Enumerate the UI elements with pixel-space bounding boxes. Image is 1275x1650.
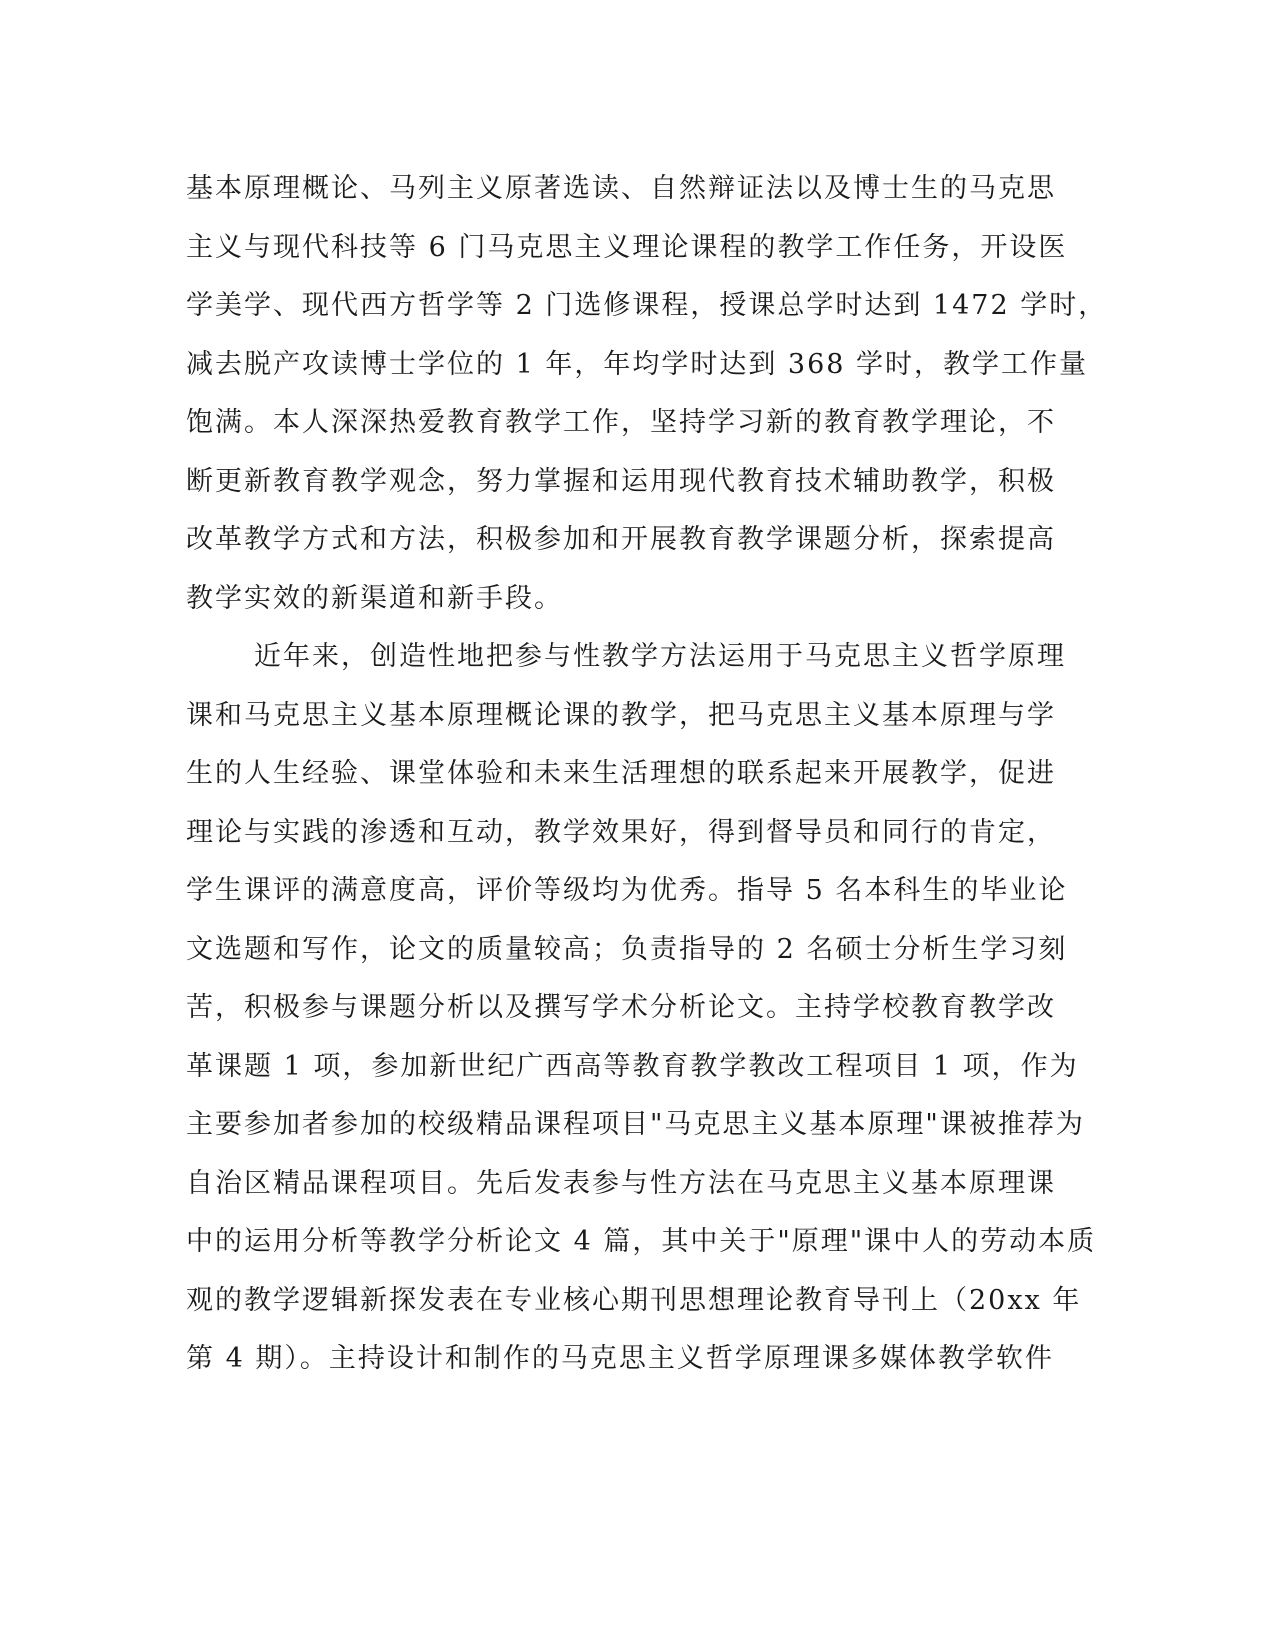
text-line: 学生课评的满意度高，评价等级均为优秀。指导 5 名本科生的毕业论 <box>186 875 1068 906</box>
text-line: 断更新教育教学观念，努力掌握和运用现代教育技术辅助教学，积极 <box>186 465 1056 497</box>
text-line: 饱满。本人深深热爱教育教学工作，坚持学习新的教育教学理论，不 <box>186 407 1056 438</box>
text-line: 中的运用分析等教学分析论文 4 篇，其中关于"原理"课中人的劳动本质 <box>186 1226 1097 1257</box>
text-line: 观的教学逻辑新探发表在专业核心期刊思想理论教育导刊上（20xx 年 <box>186 1284 1082 1316</box>
text-line: 第 4 期）。主持设计和制作的马克思主义哲学原理课多媒体教学软件 <box>186 1343 1054 1374</box>
text-line: 教学实效的新渠道和新手段。 <box>186 582 563 614</box>
text-line: 文选题和写作，论文的质量较高；负责指导的 2 名硕士分析生学习刻 <box>186 933 1068 965</box>
document-body <box>186 160 1108 1389</box>
text-line: 减去脱产攻读博士学位的 1 年，年均学时达到 368 学时，教学工作量 <box>186 348 1089 380</box>
text-line: 自治区精品课程项目。先后发表参与性方法在马克思主义基本原理课 <box>186 1167 1056 1199</box>
text-line: 课和马克思主义基本原理概论课的教学，把马克思主义基本原理与学 <box>186 699 1056 731</box>
text-line: 革课题 1 项，参加新世纪广西高等教育教学教改工程项目 1 项，作为 <box>186 1050 1079 1082</box>
text-line: 学美学、现代西方哲学等 2 门选修课程，授课总学时达到 1472 学时， <box>186 290 1108 321</box>
paragraph-1 <box>186 160 1108 628</box>
text-line: 苦，积极参与课题分析以及撰写学术分析论文。主持学校教育教学改 <box>186 992 1056 1023</box>
text-line: 主义与现代科技等 6 门马克思主义理论课程的教学工作任务，开设医 <box>186 231 1068 263</box>
text-line: 近年来，创造性地把参与性教学方法运用于马克思主义哲学原理 <box>254 641 1066 672</box>
paragraph-2 <box>186 628 1097 1389</box>
text-line: 主要参加者参加的校级精品课程项目"马克思主义基本原理"课被推荐为 <box>186 1109 1085 1140</box>
text-line: 改革教学方式和方法，积极参加和开展教育教学课题分析，探索提高 <box>186 524 1056 555</box>
text-line: 生的人生经验、课堂体验和未来生活理想的联系起来开展教学，促进 <box>186 758 1056 789</box>
text-line: 理论与实践的渗透和互动，教学效果好，得到督导员和同行的肯定， <box>186 816 1056 848</box>
text-line: 基本原理概论、马列主义原著选读、自然辩证法以及博士生的马克思 <box>186 173 1056 204</box>
